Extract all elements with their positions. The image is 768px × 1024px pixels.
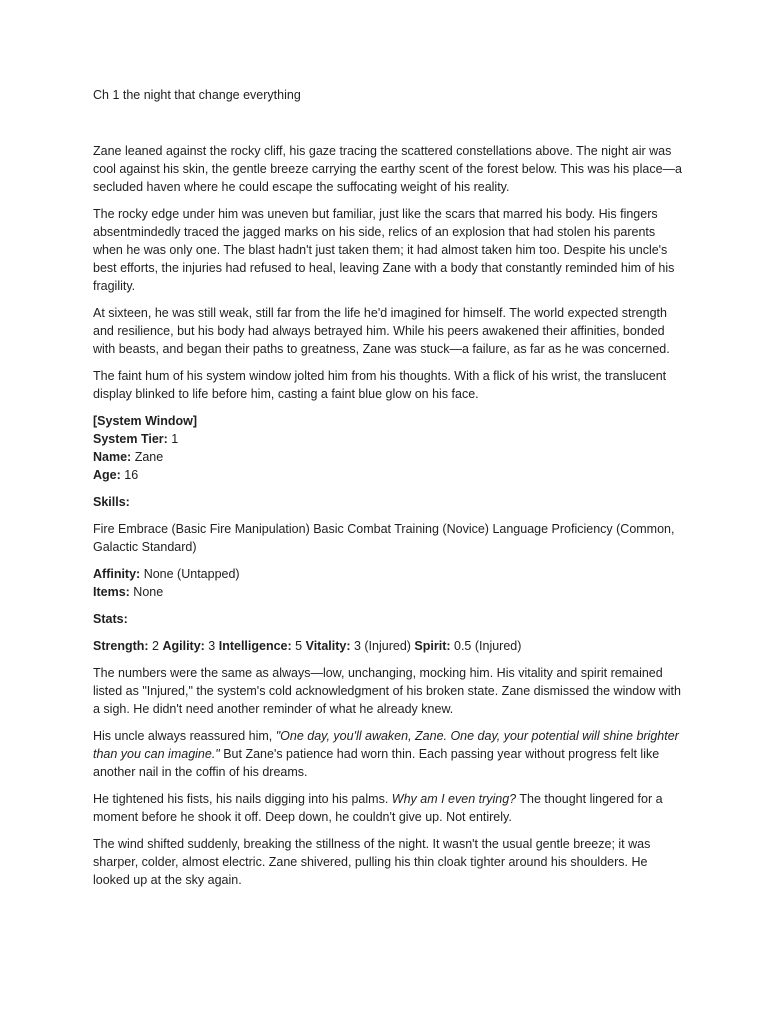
spirit-value: 0.5 (Injured) — [450, 639, 522, 653]
document-page — [93, 86, 683, 898]
agility-value: 3 — [204, 639, 219, 653]
paragraph-2: The rocky edge under him was uneven but familiar, just like the scars that marred his body. His fingers absentmindedly traced the jagged marks on his side, relics of an explosion that had stolen his parents when he was only one. The blast hadn't just taken them; it had almost taken him too. Despite his uncle's best efforts, the injuries had refused to heal, leaving Zane with a body that constantly reminded him of his fragility. — [93, 207, 675, 293]
system-window-header: [System Window] — [93, 414, 198, 428]
paragraph-7 — [93, 790, 683, 826]
affinity-value: None (Untapped) — [140, 567, 240, 581]
name-value: Zane — [131, 450, 164, 464]
paragraph-7-before: He tightened his fists, his nails digging into his palms. — [93, 792, 392, 806]
system-tier-value: 1 — [167, 432, 179, 446]
skills-list: Fire Embrace (Basic Fire Manipulation) Basic Combat Training (Novice) Language Proficiency (Common, Galactic Standard) — [93, 522, 675, 554]
paragraph-3: At sixteen, he was still weak, still far from the life he'd imagined for himself. The world expected strength and resilience, but his body had always betrayed him. While his peers awakened their affinities, bonded with beasts, and began their paths to greatness, Zane was stuck—a failure, as far as he was concerned. — [93, 306, 670, 356]
paragraph-8: The wind shifted suddenly, breaking the stillness of the night. It wasn't the usual gentle breeze; it was sharper, colder, almost electric. Zane shivered, pulling his thin cloak tighter around his shoulders. He looked up at the sky again. — [93, 837, 651, 887]
stats-heading — [93, 610, 683, 628]
intelligence-label: Intelligence: — [218, 639, 292, 653]
paragraph-4: The faint hum of his system window jolted him from his thoughts. With a flick of his wrist, the translucent display blinked to life before him, casting a faint blue glow on his face. — [93, 369, 667, 401]
strength-label: Strength: — [93, 639, 149, 653]
paragraph-6-before: His uncle always reassured him, — [93, 729, 276, 743]
intelligence-value: 5 — [291, 639, 306, 653]
agility-label: Agility: — [162, 639, 205, 653]
stats-label: Stats: — [93, 612, 128, 626]
affinity-items-block — [93, 565, 683, 601]
age-value: 16 — [120, 468, 139, 482]
paragraph-7-after: The thought lingered for a moment before he shook it off. Deep down, he couldn't give up. Not entirely. — [93, 792, 663, 824]
items-label: Items: — [93, 585, 130, 599]
chapter-title: Ch 1 the night that change everything — [93, 88, 301, 102]
uncle-quote: "One day, you'll awaken, Zane. One day, your potential will shine brighter than you can imagine." — [93, 729, 679, 761]
skills-heading — [93, 493, 683, 511]
affinity-label: Affinity: — [93, 567, 141, 581]
items-value: None — [129, 585, 164, 599]
paragraph-5: The numbers were the same as always—low, unchanging, mocking him. His vitality and spirit remained listed as "Injured," the system's cold acknowledgment of his broken state. Zane dismissed the window with a sigh. He didn't need another reminder of what he already knew. — [93, 666, 681, 716]
stats-line — [93, 637, 683, 655]
system-window-block — [93, 412, 683, 484]
skills-label: Skills: — [93, 495, 130, 509]
spirit-label: Spirit: — [414, 639, 451, 653]
paragraph-1: Zane leaned against the rocky cliff, his gaze tracing the scattered constellations above. The night air was cool against his skin, the gentle breeze carrying the earthy scent of the forest below. This was his place—a secluded haven where he could escape the suffocating weight of his reality. — [93, 144, 682, 194]
vitality-value: 3 (Injured) — [350, 639, 415, 653]
name-label: Name: — [93, 450, 132, 464]
vitality-label: Vitality: — [305, 639, 351, 653]
strength-value: 2 — [148, 639, 163, 653]
inner-thought: Why am I even trying? — [391, 792, 517, 806]
age-label: Age: — [93, 468, 121, 482]
paragraph-6-after: But Zane's patience had worn thin. Each passing year without progress felt like another nail in the coffin of his dreams. — [93, 747, 660, 779]
system-tier-label: System Tier: — [93, 432, 168, 446]
paragraph-6 — [93, 727, 683, 781]
